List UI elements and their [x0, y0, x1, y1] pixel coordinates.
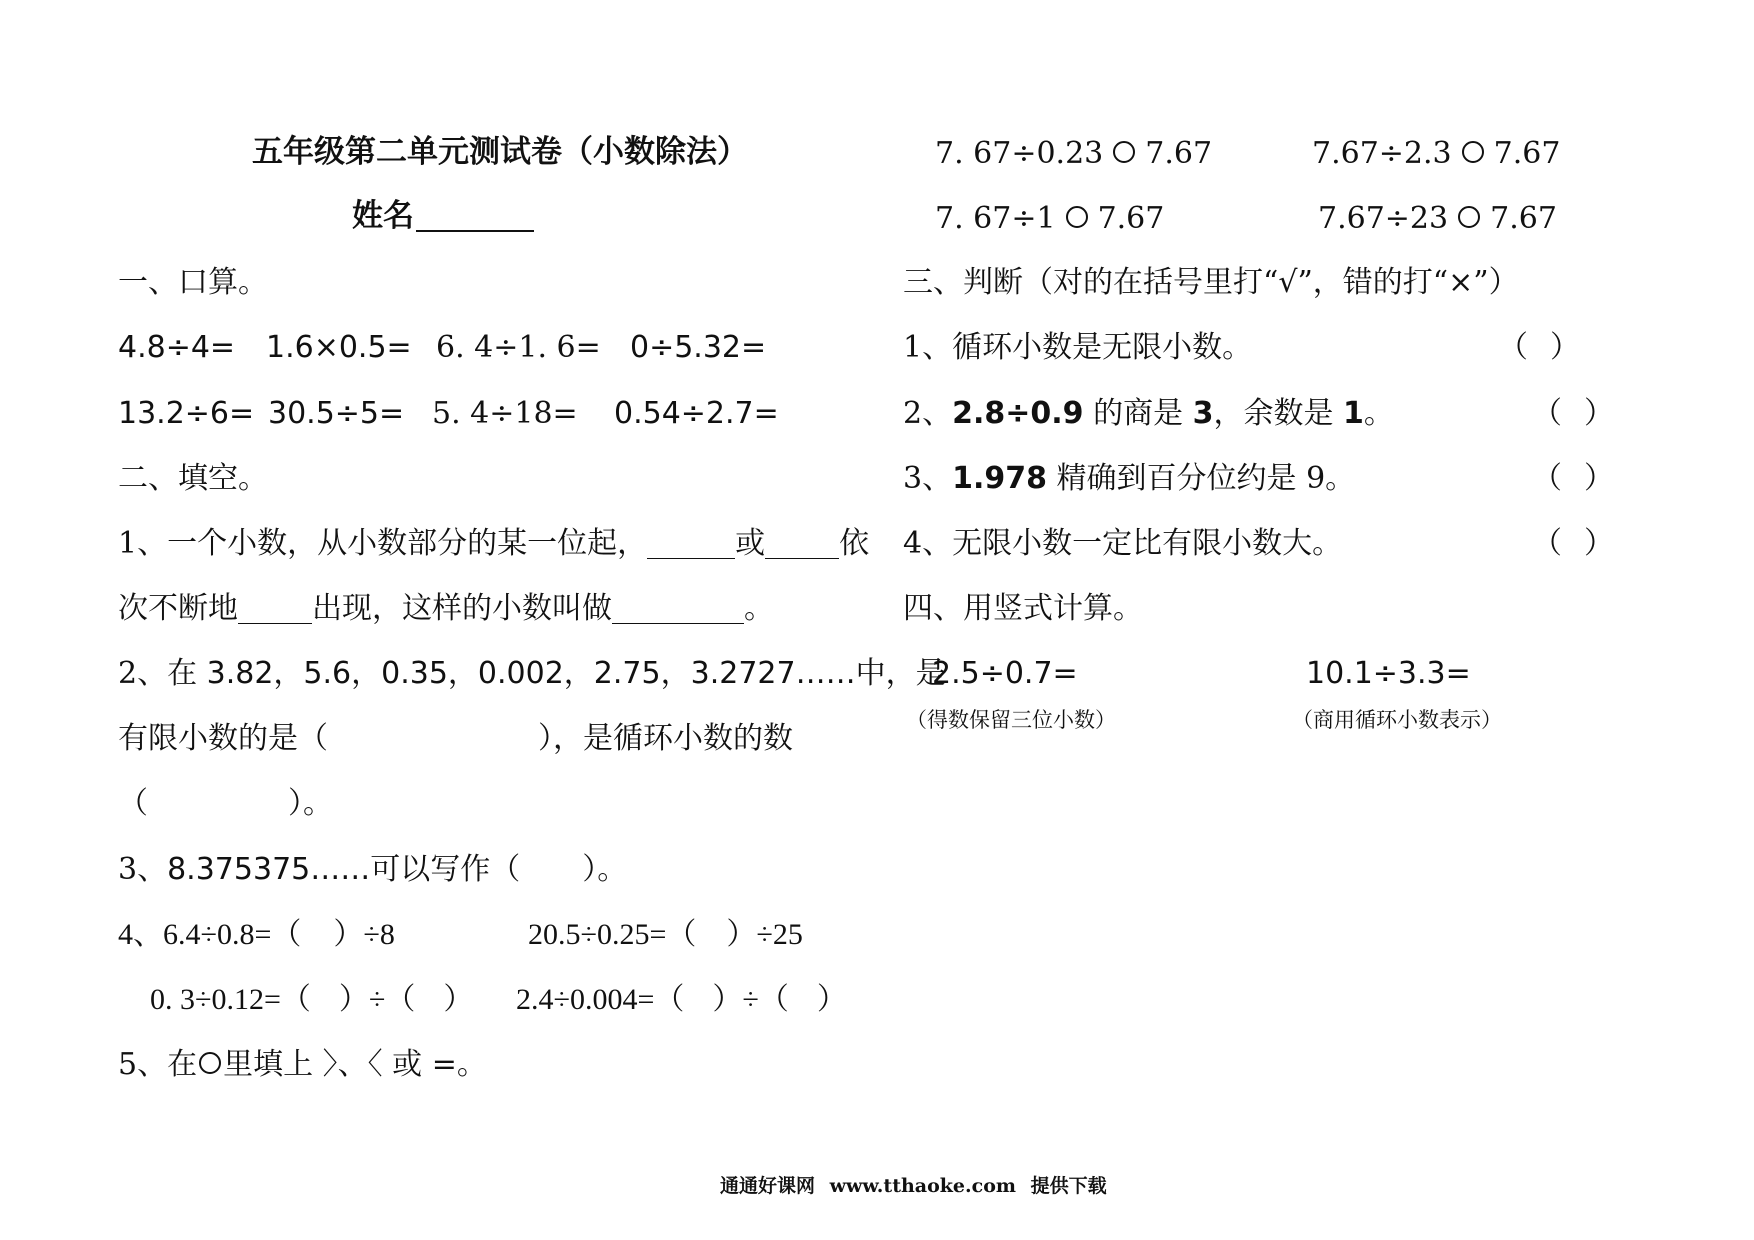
fill-q1-line2	[118, 591, 774, 626]
section-2-heading: 二、填空。	[118, 461, 268, 496]
vertical-calc-2-note: （商用循环小数表示）	[1292, 708, 1502, 732]
paren-close: ）	[1550, 330, 1580, 365]
compare-right: 7.67	[1490, 201, 1557, 236]
oral-calc-5: 13.2÷6=	[118, 396, 255, 431]
footer-url[interactable]: www.tthaoke.com	[829, 1175, 1016, 1197]
judge-item-3-number: 1.978	[952, 461, 1047, 496]
judge-paren-4[interactable]	[1532, 526, 1614, 561]
name-label: 姓名	[352, 198, 414, 234]
fill-q1-end: 。	[744, 591, 774, 626]
fill-q2-paren-close: ）。	[288, 786, 333, 821]
fill-q4-c-mid: ）÷（	[338, 983, 416, 1016]
oral-calc-7: 5. 4÷18=	[432, 396, 578, 431]
judge-paren-2[interactable]	[1532, 396, 1614, 431]
fill-q4-a-end: ）÷8	[333, 918, 395, 951]
paren-close: ）	[1584, 396, 1614, 431]
fill-q4-d	[516, 985, 847, 1015]
fill-q2-paren-open: （	[118, 786, 148, 821]
judge-item-2-text2: ，余数是	[1213, 396, 1344, 431]
footer-suffix: 提供下载	[1030, 1175, 1107, 1197]
compare-right: 7.67	[1493, 136, 1561, 171]
page-title: 五年级第二单元测试卷（小数除法）	[252, 134, 748, 170]
paren-open: （	[1532, 396, 1562, 431]
judge-item-2-text: 的商是	[1083, 396, 1193, 431]
vertical-calc-1: 2.5÷0.7=	[932, 656, 1078, 691]
judge-paren-1[interactable]	[1498, 330, 1580, 365]
compare-circle[interactable]	[1066, 206, 1088, 228]
fill-q4-c-end: ）	[443, 983, 474, 1016]
compare-circle[interactable]	[1462, 141, 1484, 163]
judge-item-2-prefix: 2、	[903, 396, 953, 431]
judge-item-2	[903, 396, 1394, 431]
judge-item-4-text: 4、无限小数一定比有限小数大。	[903, 526, 1343, 561]
compare-right: 7.67	[1145, 136, 1213, 171]
fill-q4-a-text: 4、6.4÷0.8=（	[118, 918, 302, 951]
fill-q4-d-mid: ）÷（	[712, 983, 789, 1016]
judge-item-4	[903, 526, 1343, 561]
compare-right: 7.67	[1097, 201, 1165, 236]
compare-circle[interactable]	[1113, 141, 1135, 163]
fill-q4-d-end: ）	[816, 983, 847, 1016]
oral-calc-2: 1.6×0.5=	[266, 330, 412, 365]
footer-site-name: 通通好课网	[720, 1175, 816, 1197]
compare-row-2	[1312, 136, 1561, 171]
compare-row-3	[935, 201, 1165, 236]
fill-q2-line3	[118, 786, 333, 821]
oral-calc-6: 30.5÷5=	[268, 396, 405, 431]
judge-item-2-quotient: 3	[1192, 396, 1214, 431]
oral-calc-4: 0÷5.32=	[630, 330, 767, 365]
fill-q4-c	[150, 985, 473, 1015]
fill-q4-b-text: 20.5÷0.25=（	[528, 918, 697, 951]
paren-close: ）	[1584, 461, 1614, 496]
section-4-heading: 四、用竖式计算。	[903, 591, 1143, 626]
fill-q1-line1	[118, 526, 870, 561]
compare-left: 7. 67÷1	[935, 201, 1056, 236]
judge-item-3	[903, 461, 1356, 496]
fill-q3-close: ）。	[582, 852, 628, 887]
name-blank[interactable]	[416, 204, 534, 232]
circle-icon	[199, 1052, 221, 1074]
fill-q2-text2: 中，是	[855, 656, 946, 691]
compare-left: 7. 67÷0.23	[935, 136, 1104, 171]
oral-calc-3: 6. 4÷1. 6=	[436, 330, 601, 365]
compare-row-4	[1318, 201, 1557, 236]
fill-q4-b-end: ）÷25	[726, 918, 803, 951]
compare-row-1	[935, 136, 1213, 171]
blank[interactable]	[647, 534, 735, 559]
judge-item-1-text: 1、循环小数是无限小数。	[903, 330, 1253, 365]
paren-open: （	[1532, 526, 1562, 561]
judge-item-2-end: 。	[1363, 396, 1394, 431]
footer	[720, 1177, 1107, 1196]
section-3-heading: 三、判断（对的在括号里打“√”，错的打“×”）	[903, 265, 1519, 300]
fill-q4-a	[118, 920, 395, 950]
judge-item-2-remainder: 1	[1343, 396, 1364, 431]
fill-q4-b	[528, 920, 803, 950]
blank[interactable]	[612, 599, 744, 624]
judge-item-3-prefix: 3、	[903, 461, 953, 496]
fill-q3-prefix: 3、	[118, 852, 168, 887]
compare-left: 7.67÷2.3	[1312, 136, 1452, 171]
fill-q2-text: 2、在	[118, 656, 207, 691]
fill-q4-c-text: 0. 3÷0.12=（	[150, 983, 311, 1016]
fill-q3-text: 可以写作（	[370, 852, 521, 887]
section-1-heading: 一、口算。	[118, 265, 268, 300]
paren-open: （	[1532, 461, 1562, 496]
fill-q2-line2	[118, 721, 793, 756]
compare-circle[interactable]	[1458, 206, 1480, 228]
fill-q2-text4: ），是循环小数的数	[538, 721, 793, 756]
judge-item-1	[903, 330, 1253, 365]
compare-left: 7.67÷23	[1318, 201, 1449, 236]
fill-q3-number: 8.375375……	[167, 852, 371, 887]
judge-item-2-expr: 2.8÷0.9	[952, 396, 1084, 431]
vertical-calc-1-note: （得数保留三位小数）	[906, 708, 1116, 732]
blank[interactable]	[238, 599, 312, 624]
fill-q1-text3: 出现，这样的小数叫做	[312, 591, 612, 626]
fill-q3	[118, 852, 628, 887]
name-field	[352, 198, 534, 234]
blank[interactable]	[765, 534, 839, 559]
judge-paren-3[interactable]	[1532, 461, 1614, 496]
fill-q1-yi: 依	[839, 526, 870, 561]
fill-q1-text: 1、一个小数，从小数部分的某一位起，	[118, 526, 648, 561]
judge-item-3-text: 精确到百分位约是 9。	[1047, 461, 1356, 496]
fill-q1-text2: 次不断地	[118, 591, 238, 626]
paren-open: （	[1498, 330, 1528, 365]
oral-calc-1: 4.8÷4=	[118, 330, 236, 365]
vertical-calc-2: 10.1÷3.3=	[1306, 656, 1471, 691]
fill-q2-text3: 有限小数的是（	[118, 721, 328, 756]
fill-q2-numbers: 3.82，5.6，0.35，0.002，2.75，3.2727……	[206, 656, 856, 691]
fill-q5	[118, 1047, 487, 1082]
oral-calc-8: 0.54÷2.7=	[614, 396, 779, 431]
fill-q5-prefix: 5、在	[118, 1047, 198, 1082]
fill-q4-d-text: 2.4÷0.004=（	[516, 983, 685, 1016]
fill-q2-line1	[118, 656, 946, 691]
paren-close: ）	[1584, 526, 1614, 561]
fill-q1-or: 或	[735, 526, 766, 561]
fill-q5-text: 里填上 〉、〈 或 =。	[223, 1047, 487, 1082]
